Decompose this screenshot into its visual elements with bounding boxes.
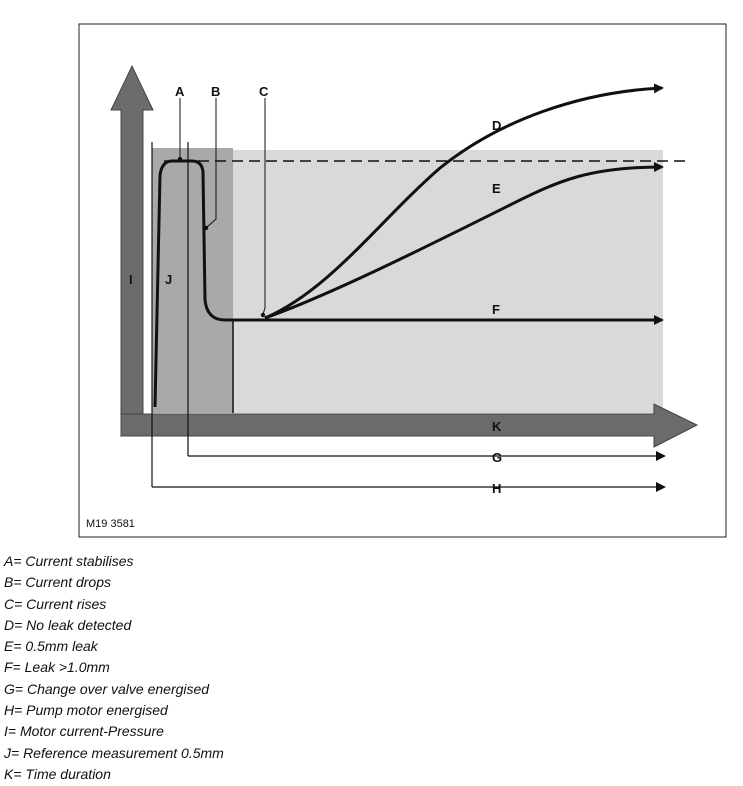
legend-item-e: E= 0.5mm leak <box>4 638 98 655</box>
label-h: H <box>492 481 502 496</box>
legend-item-i: I= Motor current-Pressure <box>4 723 164 740</box>
label-a: A <box>175 84 185 99</box>
legend <box>4 551 224 785</box>
legend-item-g: G= Change over valve energised <box>4 680 210 697</box>
label-c: C <box>259 84 269 99</box>
legend-item-a: A= Current stabilises <box>4 553 134 569</box>
legend-item-k: K= Time duration <box>4 765 111 782</box>
label-k: K <box>492 419 502 434</box>
label-f: F <box>492 302 500 317</box>
legend-item-b: B= Current drops <box>4 574 111 591</box>
legend-item-f: F= Leak >1.0mm <box>4 659 110 676</box>
leader-a-dot <box>178 157 182 161</box>
legend-item-d: D= No leak detected <box>4 616 132 633</box>
figure-id: M19 3581 <box>86 518 135 530</box>
label-g: G <box>492 450 503 465</box>
legend-item-c: C= Current rises <box>4 595 107 612</box>
label-j: J <box>165 272 173 287</box>
leader-b-dot <box>204 226 208 230</box>
test-region <box>233 150 663 413</box>
label-i: I <box>129 272 133 287</box>
legend-item-j: J= Reference measurement 0.5mm <box>4 744 224 761</box>
leader-c-dot <box>261 313 265 317</box>
label-b: B <box>211 84 221 99</box>
legend-item-h: H= Pump motor energised <box>4 702 168 719</box>
label-d: D <box>492 118 502 133</box>
label-e: E <box>492 181 501 196</box>
